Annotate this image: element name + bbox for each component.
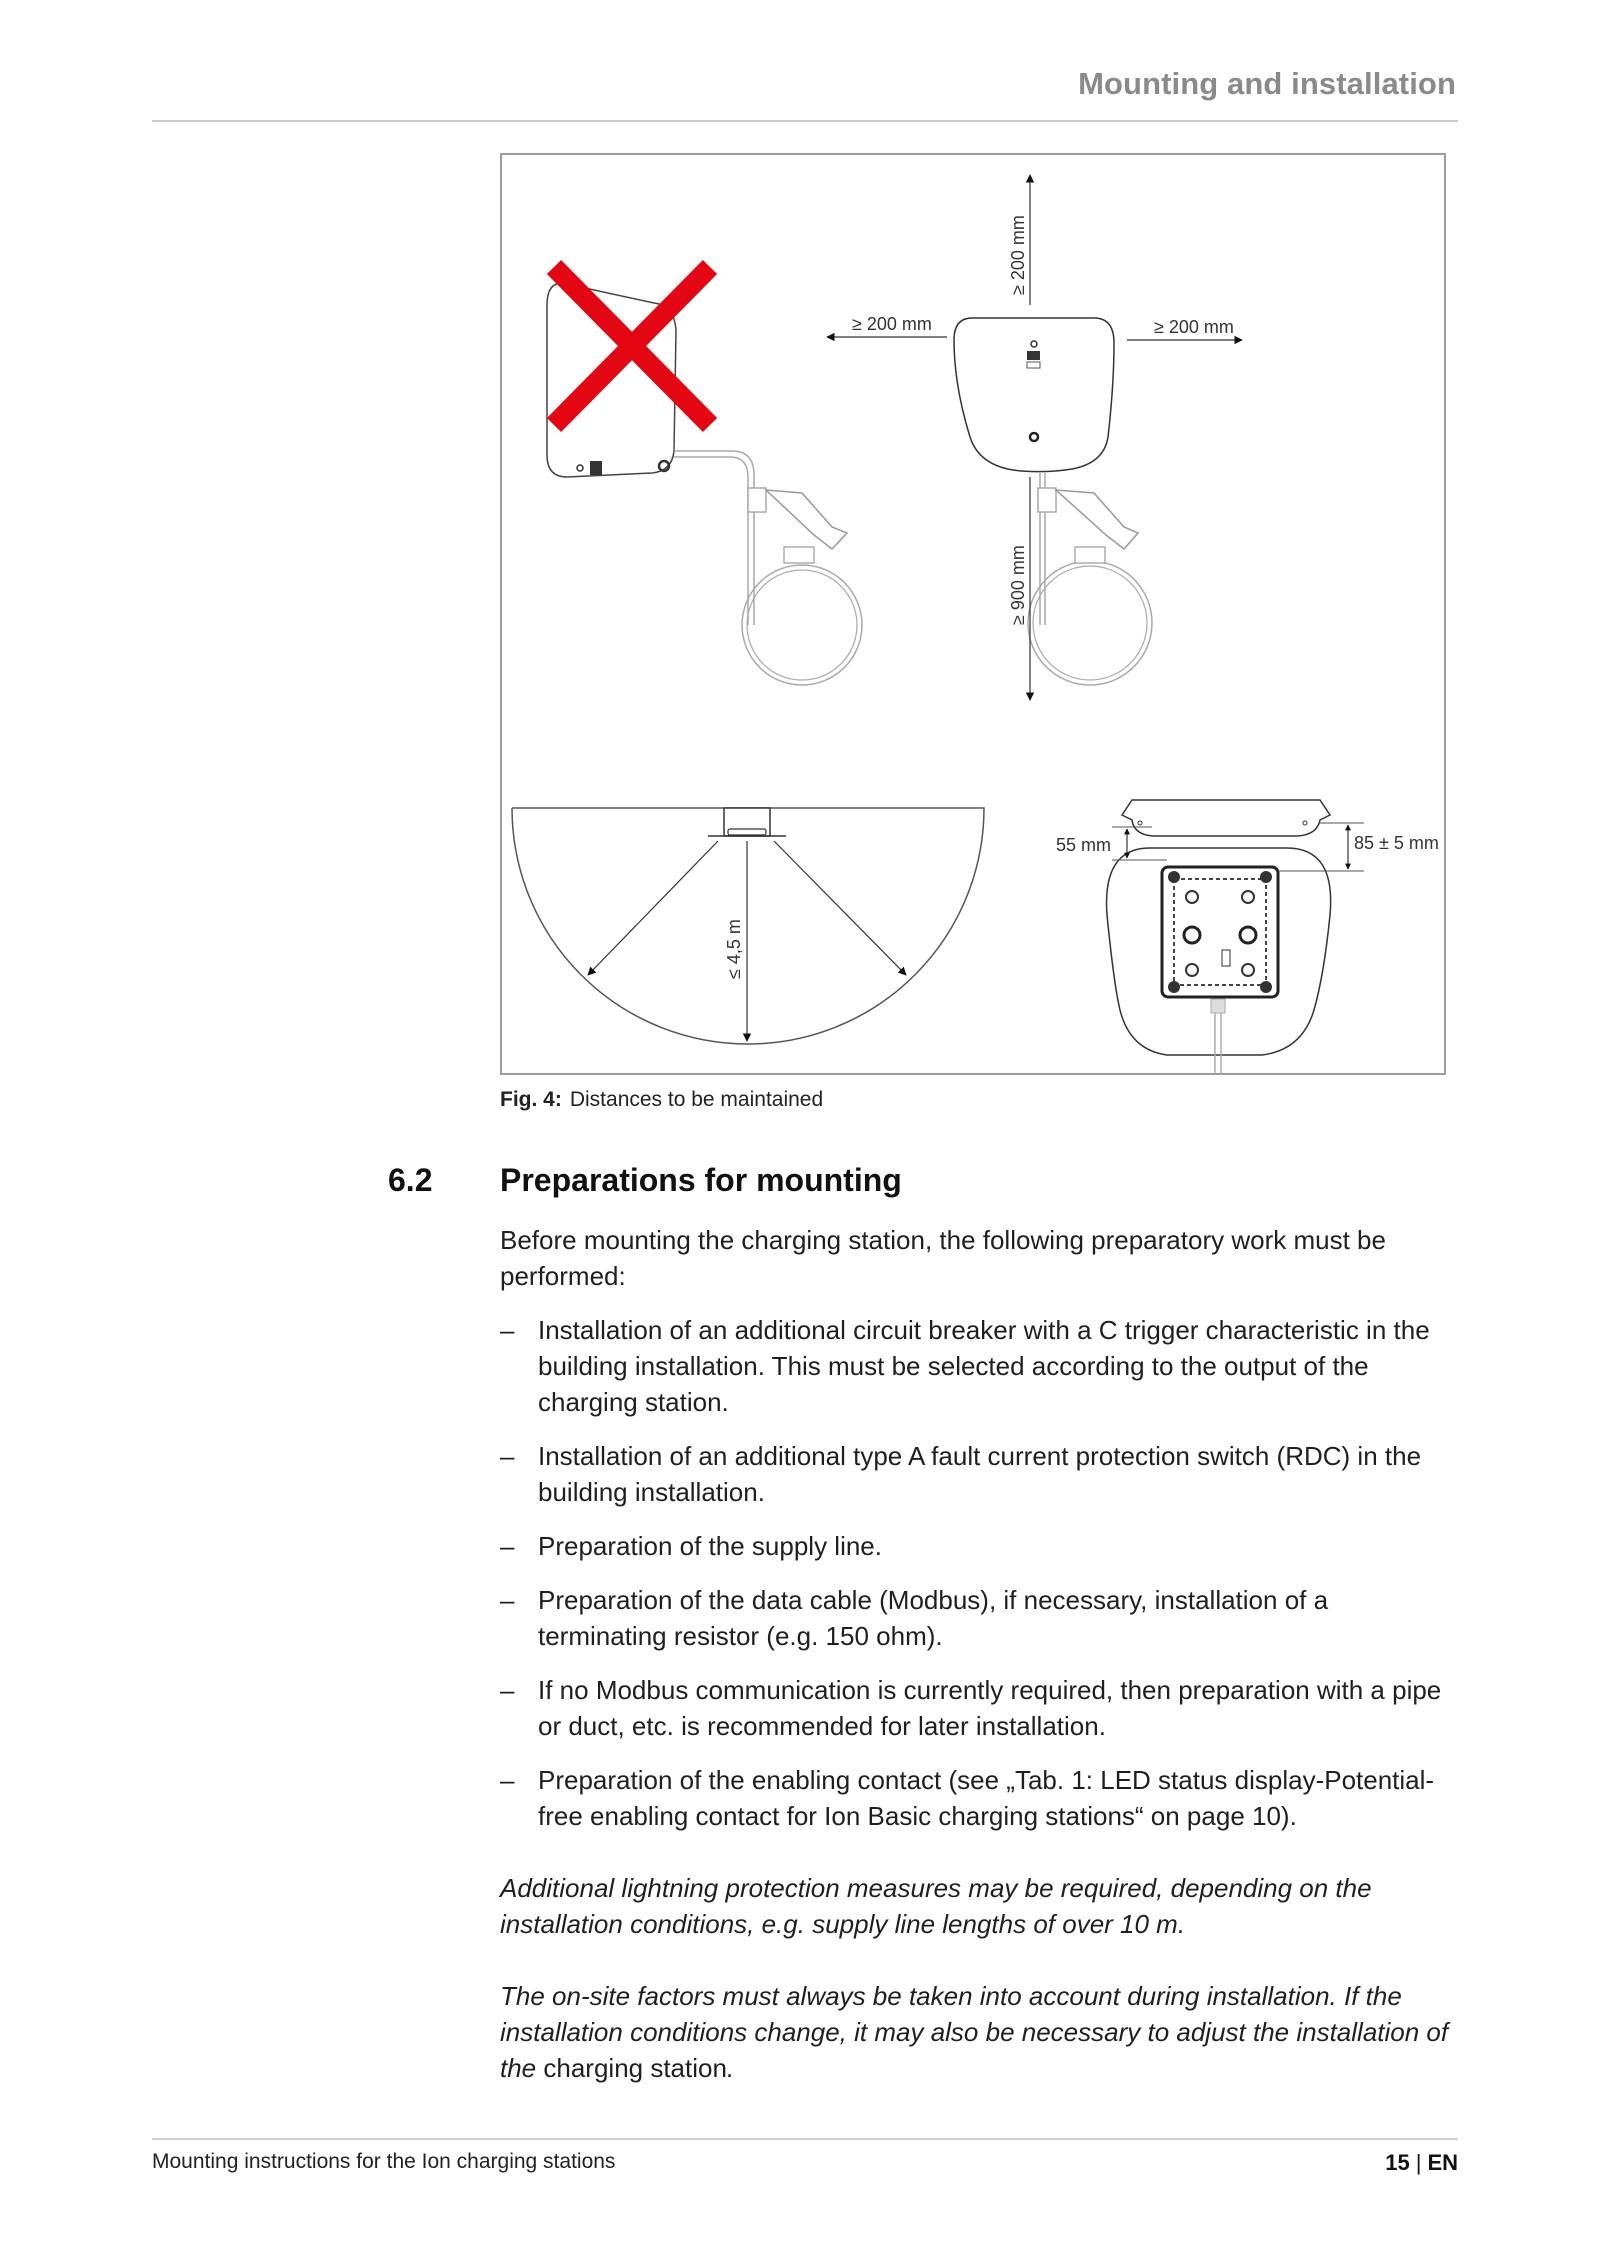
list-item bbox=[500, 1528, 1460, 1564]
wrong-orientation-station bbox=[547, 283, 862, 685]
floor-clearance-label: ≥ 900 mm bbox=[1008, 545, 1028, 625]
header-divider bbox=[152, 120, 1458, 122]
page-separator: | bbox=[1415, 2150, 1422, 2175]
cable-reach-diagram bbox=[512, 808, 984, 1044]
list-item bbox=[500, 1582, 1460, 1654]
bullet-dash: – bbox=[500, 1765, 515, 1795]
top-clearance-label: ≥ 200 mm bbox=[1008, 215, 1028, 295]
distances-diagram bbox=[502, 155, 1444, 1073]
bullet-dash: – bbox=[500, 1531, 515, 1561]
list-item-text: Preparation of the enabling contact (see „Tab. 1: LED status display-Potential-free enabling contact for Ion Basic charging stations“ on page 10). bbox=[538, 1765, 1435, 1831]
intro-paragraph: Before mounting the charging station, the following preparatory work must be performed: bbox=[500, 1225, 1386, 1291]
footer-divider bbox=[152, 2138, 1458, 2140]
page-number: 15 bbox=[1385, 2150, 1410, 2175]
list-item-text: Installation of an additional circuit breaker with a C trigger characteristic in the building installation. This must be selected according to the output of the charging station. bbox=[538, 1315, 1430, 1417]
list-item bbox=[500, 1672, 1460, 1744]
list-item bbox=[500, 1312, 1460, 1420]
list-item-text: Installation of an additional type A fault current protection switch (RDC) in the building installation. bbox=[538, 1441, 1422, 1507]
lightning-protection-note: Additional lightning protection measures may be required, depending on the installation conditions, e.g. supply line lengths of over 10 m. bbox=[500, 1873, 1372, 1939]
figure-number: Fig. 4: bbox=[500, 1088, 562, 1111]
correct-orientation-station bbox=[954, 318, 1152, 685]
note-text-end: . bbox=[726, 2053, 735, 2083]
footer-page-indicator bbox=[1385, 2150, 1458, 2176]
note-text-upright: charging station bbox=[543, 2053, 727, 2083]
figure-caption bbox=[500, 1088, 823, 1112]
list-item-text: Preparation of the supply line. bbox=[538, 1531, 882, 1561]
cable-reach-label: ≤ 4,5 m bbox=[724, 919, 744, 979]
section-body bbox=[500, 1222, 1460, 2086]
bullet-dash: – bbox=[500, 1441, 515, 1471]
preparation-list bbox=[500, 1312, 1460, 1834]
figure-distances bbox=[500, 153, 1446, 1075]
on-site-factors-note bbox=[500, 1978, 1460, 2086]
bullet-dash: – bbox=[500, 1675, 515, 1705]
section-number: 6.2 bbox=[388, 1162, 433, 1198]
list-item-text: Preparation of the data cable (Modbus), if necessary, installation of a terminating resistor (e.g. 150 ohm). bbox=[538, 1585, 1329, 1651]
list-item bbox=[500, 1438, 1460, 1510]
figure-caption-text: Distances to be maintained bbox=[569, 1088, 824, 1111]
section-title: Preparations for mounting bbox=[500, 1162, 902, 1198]
bullet-dash: – bbox=[500, 1315, 515, 1345]
bracket-offset-label: 55 mm bbox=[1056, 835, 1112, 855]
running-header-title: Mounting and installation bbox=[1078, 66, 1456, 101]
language-code: EN bbox=[1427, 2150, 1458, 2175]
bullet-dash: – bbox=[500, 1585, 515, 1615]
right-clearance-label: ≥ 200 mm bbox=[1154, 317, 1234, 337]
list-item bbox=[500, 1762, 1460, 1834]
note-text: The on-site factors must always be taken into account during installation. If the installation conditions change, it may also be necessary to adjust the installation of the bbox=[500, 1981, 1449, 2083]
mount-depth-label: 85 ± 5 mm bbox=[1354, 833, 1439, 853]
left-clearance-label: ≥ 200 mm bbox=[852, 314, 932, 334]
backplate-diagram bbox=[1056, 800, 1439, 1073]
footer-document-title: Mounting instructions for the Ion charging stations bbox=[152, 2150, 616, 2173]
list-item-text: If no Modbus communication is currently required, then preparation with a pipe or duct, etc. is recommended for later installation. bbox=[538, 1675, 1442, 1741]
